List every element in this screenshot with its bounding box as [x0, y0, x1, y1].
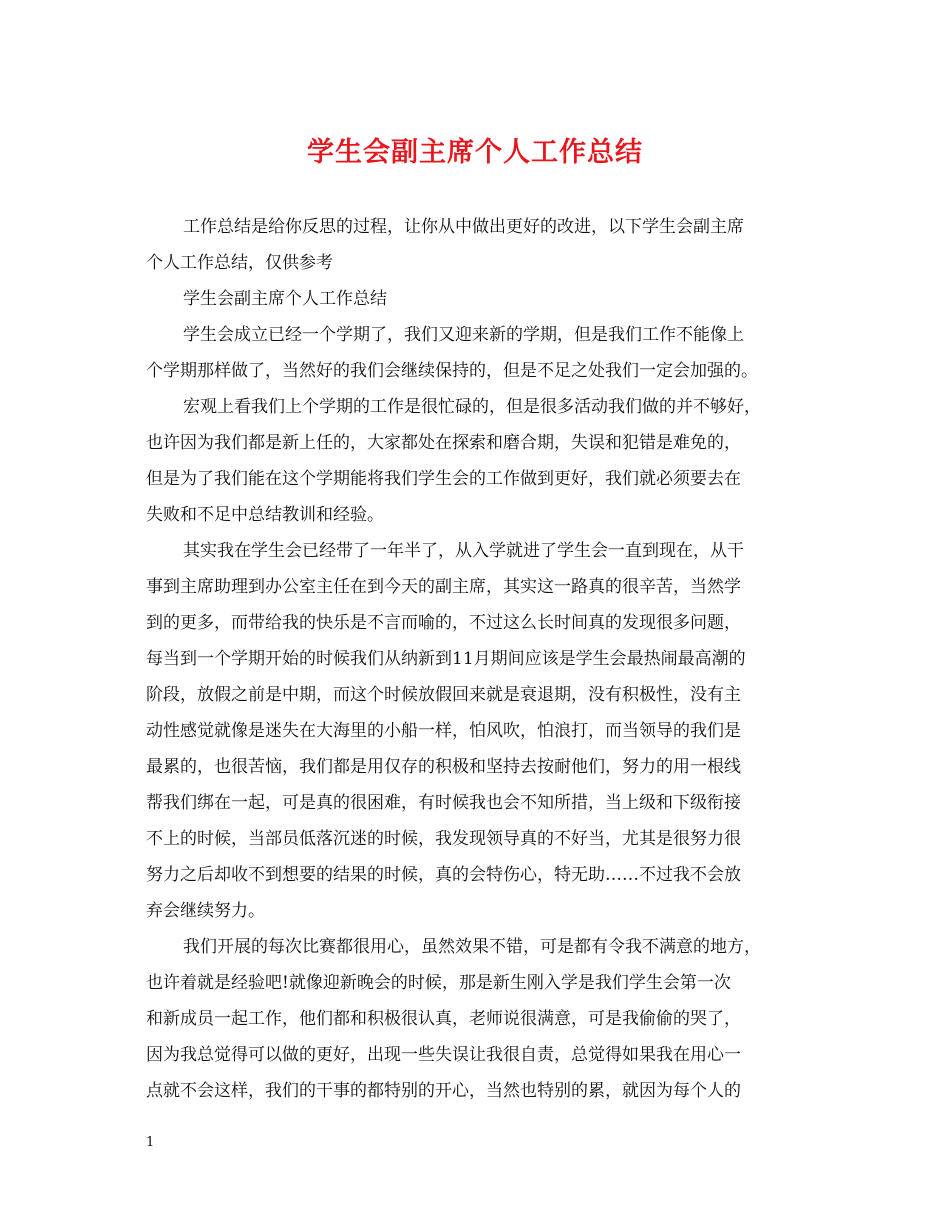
text-line: 但是为了我们能在这个学期能将我们学生会的工作做到更好，我们就必须要去在	[146, 469, 741, 489]
text-line: 最累的，也很苦恼，我们都是用仅存的积极和坚持去按耐他们，努力的用一根线	[146, 757, 741, 777]
text-line: 失败和不足中总结教训和经验。	[146, 505, 384, 525]
text-line: 其实我在学生会已经带了一年半了，从入学就进了学生会一直到现在，从干	[183, 541, 744, 561]
text-line: 每当到一个学期开始的时候我们从纳新到11月期间应该是学生会最热闹最高潮的	[146, 649, 746, 669]
text-line: 学生会副主席个人工作总结	[183, 289, 387, 309]
text-line: 阶段，放假之前是中期，而这个时候放假回来就是衰退期，没有积极性，没有主	[146, 685, 741, 705]
text-line: 不上的时候，当部员低落沉迷的时候，我发现领导真的不好当，尤其是很努力很	[146, 829, 741, 849]
text-line: 事到主席助理到办公室主任在到今天的副主席，其实这一路真的很辛苦，当然学	[146, 577, 741, 597]
text-line: 帮我们绑在一起，可是真的很困难，有时候我也会不知所措，当上级和下级衔接	[146, 793, 741, 813]
text-line: 因为我总觉得可以做的更好，出现一些失误让我很自责，总觉得如果我在用心一	[146, 1045, 741, 1065]
text-line: 到的更多，而带给我的快乐是不言而喻的，不过这么长时间真的发现很多问题，	[146, 613, 741, 633]
text-line: 点就不会这样，我们的干事的都特别的开心，当然也特别的累，就因为每个人的	[146, 1081, 741, 1101]
text-line: 我们开展的每次比赛都很用心，虽然效果不错，可是都有令我不满意的地方，	[183, 937, 761, 957]
text-line: 宏观上看我们上个学期的工作是很忙碌的，但是很多活动我们做的并不够好，	[183, 397, 761, 417]
text-line: 工作总结是给你反思的过程，让你从中做出更好的改进，以下学生会副主席	[183, 217, 744, 237]
text-line: 个人工作总结，仅供参考	[146, 253, 333, 273]
document-title: 学生会副主席个人工作总结	[307, 137, 643, 168]
document-body	[146, 209, 808, 1109]
page-number: 1	[146, 1135, 155, 1150]
text-line: 个学期那样做了，当然好的我们会继续保持的，但是不足之处我们一定会加强的。	[146, 361, 758, 381]
text-line: 努力之后却收不到想要的结果的时候，真的会特伤心，特无助……不过我不会放	[146, 865, 741, 885]
text-line: 和新成员一起工作，他们都和积极很认真，老师说很满意，可是我偷偷的哭了，	[146, 1009, 741, 1029]
text-line: 动性感觉就像是迷失在大海里的小船一样，怕风吹，怕浪打，而当领导的我们是	[146, 721, 741, 741]
text-line: 弃会继续努力。	[146, 901, 265, 921]
text-line: 也许因为我们都是新上任的，大家都处在探索和磨合期，失误和犯错是难免的，	[146, 433, 741, 453]
text-line: 也许着就是经验吧!就像迎新晚会的时候，那是新生刚入学是我们学生会第一次	[146, 973, 731, 993]
text-line: 学生会成立已经一个学期了，我们又迎来新的学期，但是我们工作不能像上	[183, 325, 744, 345]
